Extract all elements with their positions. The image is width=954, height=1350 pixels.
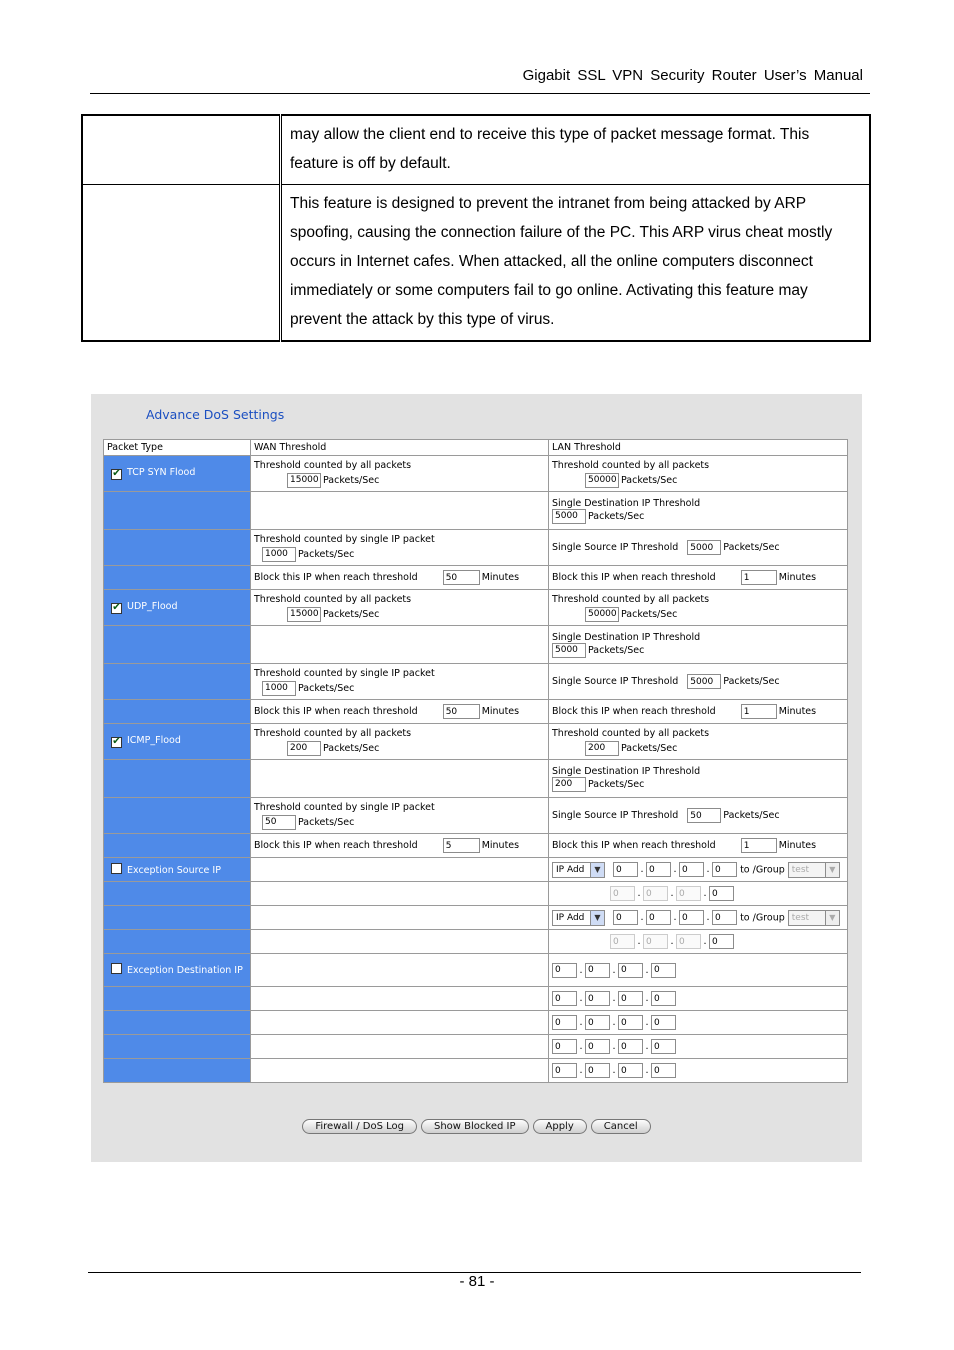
group-select[interactable] <box>788 862 840 878</box>
lan-cell <box>549 530 848 566</box>
table-row <box>104 760 848 798</box>
description-table <box>81 114 871 342</box>
minutes-label: Minutes <box>481 572 520 583</box>
udp-wan-block-input[interactable] <box>443 704 480 719</box>
syn-wan-block-input[interactable] <box>443 570 480 585</box>
lan-cell <box>549 700 848 724</box>
ip-octet-input[interactable] <box>646 862 671 877</box>
lan-cell: 0 .0 .0 .0 <box>549 954 848 987</box>
desc-text-2: This feature is designed to prevent the intranet from being attacked by ARP spoofing, causing the connection failure of the PC. This ARP virus cheat mostly occurs in Internet cafes. When attacked, all the online computers disconnect immediately or some computers fail to go online. Activating this feature may prevent the attack by this type of virus. <box>281 185 871 342</box>
apply-button[interactable]: Apply <box>533 1119 587 1134</box>
ip-octet-input[interactable] <box>676 886 701 901</box>
wan-block-label: Block this IP when reach threshold <box>254 706 418 717</box>
wan-cell <box>251 566 549 590</box>
label-cell <box>104 530 251 566</box>
ip-octet-input[interactable] <box>618 991 643 1006</box>
unit-label: Packets/Sec <box>298 682 355 694</box>
exc-dst-label: Exception Destination IP <box>127 965 243 976</box>
table-row <box>104 858 848 882</box>
wan-cell <box>251 492 549 530</box>
wan-cell <box>251 1035 549 1059</box>
label-cell <box>104 1059 251 1083</box>
firewall-dos-log-button[interactable]: Firewall / DoS Log <box>302 1119 417 1134</box>
table-row <box>104 834 848 858</box>
ip-octet-input[interactable] <box>618 1015 643 1030</box>
unit-label: Packets/Sec <box>723 810 780 821</box>
ip-octet-input[interactable] <box>552 963 577 978</box>
label-cell <box>104 626 251 664</box>
wan-all-label: Threshold counted by all packets <box>254 727 412 739</box>
syn-label-cell <box>104 456 251 492</box>
table-row <box>104 906 848 930</box>
udp-label-cell <box>104 590 251 626</box>
ip-octet-input[interactable] <box>585 1039 610 1054</box>
syn-lan-dest-input[interactable] <box>552 509 586 524</box>
lan-src-label: Single Source IP Threshold <box>552 542 679 553</box>
udp-lan-dest-input[interactable] <box>552 643 586 658</box>
lan-cell: 0.0 .0 .0 <box>549 1011 848 1035</box>
exc-src-checkbox[interactable] <box>111 863 122 874</box>
ip-octet-input[interactable] <box>613 862 638 877</box>
ip-octet-input[interactable] <box>585 1015 610 1030</box>
lan-cell: 0.0 .0 .0 <box>549 930 848 954</box>
syn-label: TCP SYN Flood <box>127 467 196 478</box>
lan-cell <box>549 760 848 798</box>
exc-src-label-cell <box>104 858 251 882</box>
lan-cell <box>549 664 848 700</box>
wan-single-label: Threshold counted by single IP packet <box>254 801 435 813</box>
table-row <box>104 882 848 906</box>
wan-block-label: Block this IP when reach threshold <box>254 572 418 583</box>
wan-cell <box>251 798 549 834</box>
to-group-label: to /Group <box>740 864 785 875</box>
ip-octet-input[interactable] <box>651 1063 676 1078</box>
ip-octet-input[interactable] <box>552 991 577 1006</box>
unit-label: Packets/Sec <box>588 644 645 656</box>
label-cell <box>104 930 251 954</box>
minutes-label: Minutes <box>481 840 520 851</box>
table-row <box>104 492 848 530</box>
icmp-label: ICMP_Flood <box>127 735 181 746</box>
select-value: test <box>791 864 810 875</box>
lan-cell <box>549 724 848 760</box>
lan-all-label: Threshold counted by all packets <box>552 593 710 605</box>
ip-octet-input[interactable] <box>709 886 734 901</box>
col-packet-type: Packet Type <box>104 440 251 456</box>
udp-wan-all-input[interactable] <box>287 607 321 622</box>
ip-octet-input[interactable] <box>646 910 671 925</box>
ip-octet-input[interactable] <box>643 886 668 901</box>
col-wan-threshold: WAN Threshold <box>251 440 549 456</box>
unit-label: Packets/Sec <box>323 608 380 620</box>
lan-cell <box>549 834 848 858</box>
unit-label: Packets/Sec <box>621 742 678 754</box>
ip-octet-input[interactable] <box>618 963 643 978</box>
ip-octet-input[interactable] <box>679 910 704 925</box>
lan-cell <box>549 798 848 834</box>
unit-label: Packets/Sec <box>723 542 780 553</box>
syn-lan-all-input[interactable] <box>585 473 619 488</box>
lan-dest-label: Single Destination IP Threshold <box>552 631 701 643</box>
lan-dest-label: Single Destination IP Threshold <box>552 497 701 509</box>
chevron-down-icon: ▼ <box>825 911 839 925</box>
unit-label: Packets/Sec <box>323 474 380 486</box>
unit-label: Packets/Sec <box>588 510 645 522</box>
udp-label: UDP_Flood <box>127 601 178 612</box>
label-cell <box>104 882 251 906</box>
label-cell <box>104 492 251 530</box>
table-row <box>104 987 848 1011</box>
wan-cell <box>251 456 549 492</box>
icmp-lan-dest-input[interactable] <box>552 777 586 792</box>
advance-dos-panel <box>91 394 862 1162</box>
lan-cell: 0.0 .0 .0 <box>549 987 848 1011</box>
table-row <box>104 664 848 700</box>
wan-cell <box>251 1059 549 1083</box>
ip-octet-input[interactable] <box>585 1063 610 1078</box>
panel-title: Advance DoS Settings <box>146 407 285 422</box>
table-row <box>104 1011 848 1035</box>
lan-dest-label: Single Destination IP Threshold <box>552 765 701 777</box>
button-bar <box>91 1119 862 1134</box>
ip-octet-input[interactable] <box>618 1039 643 1054</box>
wan-cell <box>251 954 549 987</box>
wan-single-label: Threshold counted by single IP packet <box>254 667 435 679</box>
label-cell <box>104 906 251 930</box>
wan-cell <box>251 530 549 566</box>
table-row <box>104 530 848 566</box>
select-value: test <box>791 912 810 923</box>
manual-title: Gigabit SSL VPN Security Router User’s Manual <box>522 67 863 84</box>
ip-octet-input[interactable] <box>676 934 701 949</box>
wan-cell <box>251 882 549 906</box>
label-cell <box>104 987 251 1011</box>
wan-all-label: Threshold counted by all packets <box>254 593 412 605</box>
icmp-wan-block-input[interactable] <box>443 838 480 853</box>
wan-single-label: Threshold counted by single IP packet <box>254 533 435 545</box>
col-lan-threshold: LAN Threshold <box>549 440 848 456</box>
table-row <box>104 456 848 492</box>
ip-octet-input[interactable] <box>651 1015 676 1030</box>
lan-cell <box>549 626 848 664</box>
chevron-down-icon: ▼ <box>590 863 604 877</box>
ip-octet-input[interactable] <box>712 910 737 925</box>
ip-octet-input[interactable] <box>552 1063 577 1078</box>
wan-cell <box>251 700 549 724</box>
ip-octet-input[interactable] <box>552 1015 577 1030</box>
wan-all-label: Threshold counted by all packets <box>254 459 412 471</box>
icmp-label-cell <box>104 724 251 760</box>
syn-checkbox[interactable]: ✔ <box>112 468 121 479</box>
wan-cell <box>251 590 549 626</box>
lan-cell <box>549 492 848 530</box>
wan-cell <box>251 664 549 700</box>
lan-all-label: Threshold counted by all packets <box>552 727 710 739</box>
wan-block-label: Block this IP when reach threshold <box>254 840 418 851</box>
select-value: IP Add <box>556 912 585 923</box>
ip-octet-input[interactable] <box>679 862 704 877</box>
desc-label-cell <box>82 115 281 185</box>
icmp-lan-src-input[interactable] <box>687 808 721 823</box>
table-row <box>104 954 848 987</box>
udp-lan-src-input[interactable] <box>687 674 721 689</box>
unit-label: Packets/Sec <box>723 676 780 687</box>
udp-checkbox[interactable]: ✔ <box>112 602 121 613</box>
icmp-checkbox[interactable]: ✔ <box>112 736 121 747</box>
desc-label-cell <box>82 185 281 342</box>
header-rule <box>90 93 870 94</box>
group-select[interactable] <box>788 910 840 926</box>
chevron-down-icon: ▼ <box>825 863 839 877</box>
table-row <box>104 798 848 834</box>
wan-cell <box>251 724 549 760</box>
icmp-wan-all-input[interactable] <box>287 741 321 756</box>
cancel-button[interactable]: Cancel <box>591 1119 651 1134</box>
unit-label: Packets/Sec <box>588 778 645 790</box>
ip-octet-input[interactable] <box>712 862 737 877</box>
ip-octet-input[interactable] <box>610 934 635 949</box>
exc-dst-checkbox[interactable] <box>111 963 122 974</box>
ip-octet-input[interactable] <box>552 1039 577 1054</box>
udp-lan-block-input[interactable] <box>741 704 777 719</box>
icmp-lan-all-input[interactable] <box>585 741 619 756</box>
wan-cell <box>251 626 549 664</box>
label-cell <box>104 1011 251 1035</box>
page-number: - 81 - <box>459 1273 495 1290</box>
label-cell <box>104 798 251 834</box>
ip-octet-input[interactable] <box>585 963 610 978</box>
label-cell <box>104 760 251 798</box>
syn-wan-all-input[interactable] <box>287 473 321 488</box>
table-row <box>104 1059 848 1083</box>
wan-cell <box>251 987 549 1011</box>
label-cell <box>104 566 251 590</box>
label-cell <box>104 700 251 724</box>
syn-wan-single-input[interactable] <box>262 547 296 562</box>
unit-label: Packets/Sec <box>298 548 355 560</box>
lan-cell <box>549 590 848 626</box>
icmp-lan-block-input[interactable] <box>741 838 777 853</box>
table-row <box>104 566 848 590</box>
lan-cell <box>549 566 848 590</box>
label-cell <box>104 1035 251 1059</box>
table-row <box>104 724 848 760</box>
udp-lan-all-input[interactable] <box>585 607 619 622</box>
udp-wan-single-input[interactable] <box>262 681 296 696</box>
lan-all-label: Threshold counted by all packets <box>552 459 710 471</box>
lan-block-label: Block this IP when reach threshold <box>552 840 716 851</box>
label-cell <box>104 664 251 700</box>
minutes-label: Minutes <box>778 572 817 583</box>
unit-label: Packets/Sec <box>298 816 355 828</box>
ip-octet-input[interactable] <box>643 934 668 949</box>
dos-settings-table <box>103 439 848 1083</box>
show-blocked-ip-button[interactable]: Show Blocked IP <box>421 1119 529 1134</box>
exc-src-label: Exception Source IP <box>127 865 221 876</box>
lan-cell: IP Add ▼ 0 .0 .0 .0 to /Group test ▼ <box>549 906 848 930</box>
ip-type-select[interactable] <box>552 910 605 926</box>
icmp-wan-single-input[interactable] <box>262 815 296 830</box>
minutes-label: Minutes <box>481 706 520 717</box>
syn-lan-block-input[interactable] <box>741 570 777 585</box>
ip-octet-input[interactable] <box>651 963 676 978</box>
ip-octet-input[interactable] <box>651 1039 676 1054</box>
chevron-down-icon: ▼ <box>590 911 604 925</box>
ip-octet-input[interactable] <box>610 886 635 901</box>
ip-octet-input[interactable] <box>709 934 734 949</box>
desc-text-1: may allow the client end to receive this type of packet message format. This feature is off by default. <box>281 115 871 185</box>
lan-block-label: Block this IP when reach threshold <box>552 706 716 717</box>
select-value: IP Add <box>556 864 585 875</box>
unit-label: Packets/Sec <box>323 742 380 754</box>
ip-type-select[interactable] <box>552 862 605 878</box>
minutes-label: Minutes <box>778 706 817 717</box>
wan-cell <box>251 858 549 882</box>
lan-cell: IP Add ▼ 0 .0 .0 .0 to /Group test ▼ <box>549 858 848 882</box>
minutes-label: Minutes <box>778 840 817 851</box>
ip-octet-input[interactable] <box>618 1063 643 1078</box>
table-header-row <box>104 440 848 456</box>
ip-octet-input[interactable] <box>613 910 638 925</box>
lan-block-label: Block this IP when reach threshold <box>552 572 716 583</box>
lan-src-label: Single Source IP Threshold <box>552 676 679 687</box>
wan-cell <box>251 906 549 930</box>
lan-src-label: Single Source IP Threshold <box>552 810 679 821</box>
to-group-label: to /Group <box>740 912 785 923</box>
ip-octet-input[interactable] <box>651 991 676 1006</box>
label-cell <box>104 834 251 858</box>
table-row <box>104 1035 848 1059</box>
table-row <box>104 590 848 626</box>
wan-cell <box>251 930 549 954</box>
ip-octet-input[interactable] <box>585 991 610 1006</box>
lan-cell <box>549 456 848 492</box>
wan-cell <box>251 760 549 798</box>
wan-cell <box>251 834 549 858</box>
unit-label: Packets/Sec <box>621 474 678 486</box>
table-row <box>104 626 848 664</box>
lan-cell: 0.0 .0 .0 <box>549 882 848 906</box>
lan-cell: 0.0 .0 .0 <box>549 1059 848 1083</box>
lan-cell: 0.0 .0 .0 <box>549 1035 848 1059</box>
syn-lan-src-input[interactable] <box>687 540 721 555</box>
wan-cell <box>251 1011 549 1035</box>
unit-label: Packets/Sec <box>621 608 678 620</box>
exc-dst-label-cell <box>104 954 251 987</box>
table-row <box>104 930 848 954</box>
table-row <box>104 700 848 724</box>
